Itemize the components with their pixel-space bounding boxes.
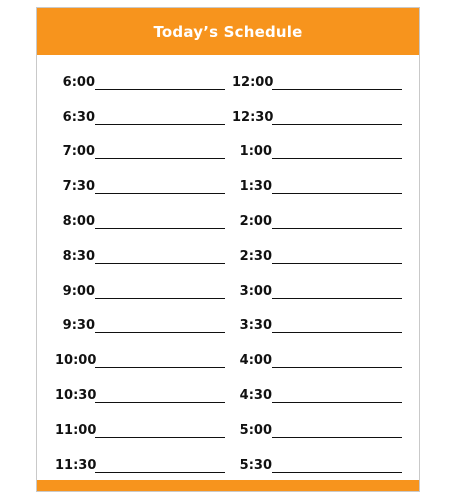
- write-in-line[interactable]: [95, 402, 225, 403]
- schedule-row: [232, 204, 402, 239]
- schedule-row: [55, 169, 225, 204]
- schedule-row: [55, 448, 225, 483]
- write-in-line[interactable]: [95, 193, 225, 194]
- time-label: 7:30: [62, 179, 95, 195]
- schedule-row: [55, 274, 225, 309]
- time-label: 8:30: [62, 248, 95, 264]
- write-in-line[interactable]: [272, 472, 402, 473]
- schedule-row: [55, 204, 225, 239]
- time-label: 11:00: [55, 422, 97, 438]
- time-label: 5:00: [239, 422, 272, 438]
- left-column: [55, 65, 225, 483]
- write-in-line[interactable]: [272, 158, 402, 159]
- schedule-row: [55, 65, 225, 100]
- time-label: 8:00: [62, 214, 95, 230]
- write-in-line[interactable]: [272, 298, 402, 299]
- write-in-line[interactable]: [272, 332, 402, 333]
- write-in-line[interactable]: [95, 263, 225, 264]
- schedule-row: [232, 169, 402, 204]
- footer-bar: [37, 480, 419, 491]
- time-label: 7:00: [62, 144, 95, 160]
- time-label: 2:00: [239, 214, 272, 230]
- schedule-row: [232, 274, 402, 309]
- write-in-line[interactable]: [95, 158, 225, 159]
- schedule-row: [232, 309, 402, 344]
- schedule-row: [55, 413, 225, 448]
- schedule-row: [232, 448, 402, 483]
- schedule-row: [55, 343, 225, 378]
- write-in-line[interactable]: [95, 228, 225, 229]
- write-in-line[interactable]: [272, 89, 402, 90]
- schedule-row: [232, 100, 402, 135]
- time-label: 10:30: [55, 388, 97, 404]
- time-label: 12:00: [232, 74, 274, 90]
- write-in-line[interactable]: [272, 263, 402, 264]
- time-label: 1:30: [239, 179, 272, 195]
- time-label: 6:30: [62, 109, 95, 125]
- schedule-row: [232, 65, 402, 100]
- write-in-line[interactable]: [95, 298, 225, 299]
- time-label: 3:30: [239, 318, 272, 334]
- schedule-row: [232, 343, 402, 378]
- schedule-row: [55, 100, 225, 135]
- page-title: Today’s Schedule: [153, 22, 303, 41]
- header-bar: [37, 8, 419, 55]
- schedule-sheet: [36, 7, 420, 492]
- schedule-row: [55, 239, 225, 274]
- write-in-line[interactable]: [95, 89, 225, 90]
- write-in-line[interactable]: [95, 437, 225, 438]
- time-label: 2:30: [239, 248, 272, 264]
- write-in-line[interactable]: [95, 332, 225, 333]
- write-in-line[interactable]: [272, 193, 402, 194]
- time-label: 4:30: [239, 388, 272, 404]
- write-in-line[interactable]: [272, 367, 402, 368]
- time-label: 11:30: [55, 457, 97, 473]
- time-label: 12:30: [232, 109, 274, 125]
- schedule-row: [55, 378, 225, 413]
- write-in-line[interactable]: [272, 228, 402, 229]
- time-label: 3:00: [239, 283, 272, 299]
- write-in-line[interactable]: [95, 124, 225, 125]
- time-label: 9:30: [62, 318, 95, 334]
- time-label: 9:00: [62, 283, 95, 299]
- write-in-line[interactable]: [95, 367, 225, 368]
- schedule-row: [55, 135, 225, 170]
- write-in-line[interactable]: [272, 437, 402, 438]
- schedule-row: [232, 378, 402, 413]
- right-column: [232, 65, 402, 483]
- schedule-row: [232, 413, 402, 448]
- write-in-line[interactable]: [272, 124, 402, 125]
- write-in-line[interactable]: [95, 472, 225, 473]
- time-label: 1:00: [239, 144, 272, 160]
- schedule-row: [232, 239, 402, 274]
- time-label: 4:00: [239, 353, 272, 369]
- time-label: 6:00: [62, 74, 95, 90]
- schedule-row: [55, 309, 225, 344]
- time-label: 10:00: [55, 353, 97, 369]
- schedule-row: [232, 135, 402, 170]
- write-in-line[interactable]: [272, 402, 402, 403]
- time-label: 5:30: [239, 457, 272, 473]
